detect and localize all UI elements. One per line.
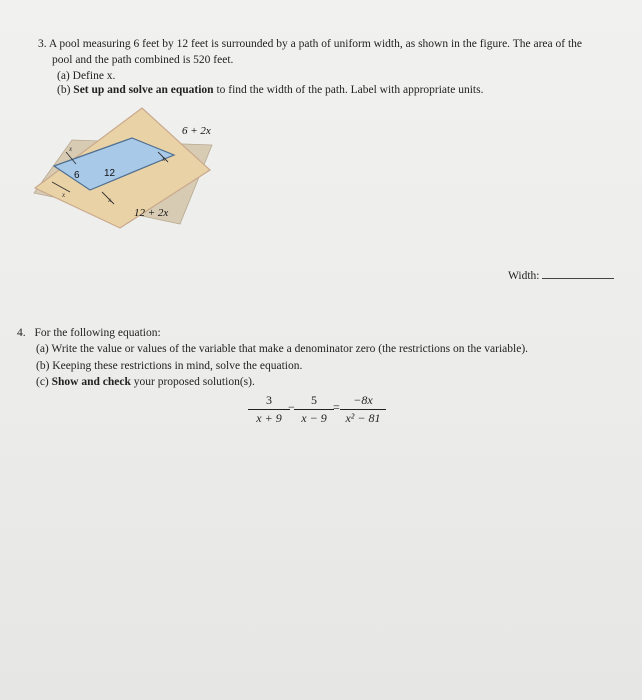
q3-part-b-label: (b)	[57, 84, 71, 96]
term2-fraction	[294, 393, 334, 426]
q3-stem-line2: pool and the path combined is 520 feet.	[52, 54, 234, 66]
q4-part-c	[36, 375, 255, 390]
q4-stem-text: For the following equation:	[34, 327, 161, 339]
q3-part-a: (a) Define x.	[57, 70, 116, 82]
outer-width-label: 6 + 2x	[182, 125, 211, 137]
pool-length-label: 12	[104, 168, 116, 179]
path-x-label-1: x	[69, 145, 73, 153]
q3-part-b-bold: Set up and solve an equation	[73, 84, 214, 96]
q4-stem	[17, 326, 161, 341]
width-answer-label: Width:	[508, 270, 540, 282]
term1-numerator: 3	[248, 393, 290, 410]
q4-part-b: (b) Keeping these restrictions in mind, solve the equation.	[36, 360, 303, 372]
term2-denominator: x − 9	[301, 411, 327, 425]
term3-fraction	[340, 393, 386, 426]
path-x-label-4: x	[62, 191, 66, 199]
path-x-label-2: x	[162, 155, 166, 163]
q3-stem-text: A pool measuring 6 feet by 12 feet is surrounded by a path of uniform width, as shown in the figure. The area of the	[48, 38, 583, 50]
pool-figure	[32, 100, 232, 235]
path-x-label-3: x	[108, 196, 112, 204]
width-answer	[508, 268, 614, 284]
term3-numerator: −8x	[340, 393, 386, 410]
width-answer-blank[interactable]	[542, 268, 614, 279]
q3-part-b-rest: to find the width of the path. Label with appropriate units.	[216, 84, 484, 96]
equals-operator: =	[333, 400, 340, 414]
term2-numerator: 5	[294, 393, 334, 410]
q3-part-b	[57, 83, 483, 98]
term1-fraction	[248, 393, 290, 426]
q4-part-c-rest: your proposed solution(s).	[133, 376, 255, 388]
pool-width-label: 6	[74, 170, 80, 181]
q4-part-c-label: (c)	[36, 376, 49, 388]
q4-part-a: (a) Write the value or values of the variable that make a denominator zero (the restrictions on the variable).	[36, 343, 529, 355]
outer-length-label: 12 + 2x	[134, 207, 169, 219]
minus-operator: −	[288, 400, 295, 414]
q4-part-c-bold: Show and check	[51, 376, 131, 388]
term1-denominator: x + 9	[256, 411, 282, 425]
q3-number: 3.	[38, 38, 47, 50]
term3-denominator: x² − 81	[345, 411, 381, 425]
q3-stem-line1	[38, 37, 582, 52]
q4-number: 4.	[17, 327, 26, 339]
